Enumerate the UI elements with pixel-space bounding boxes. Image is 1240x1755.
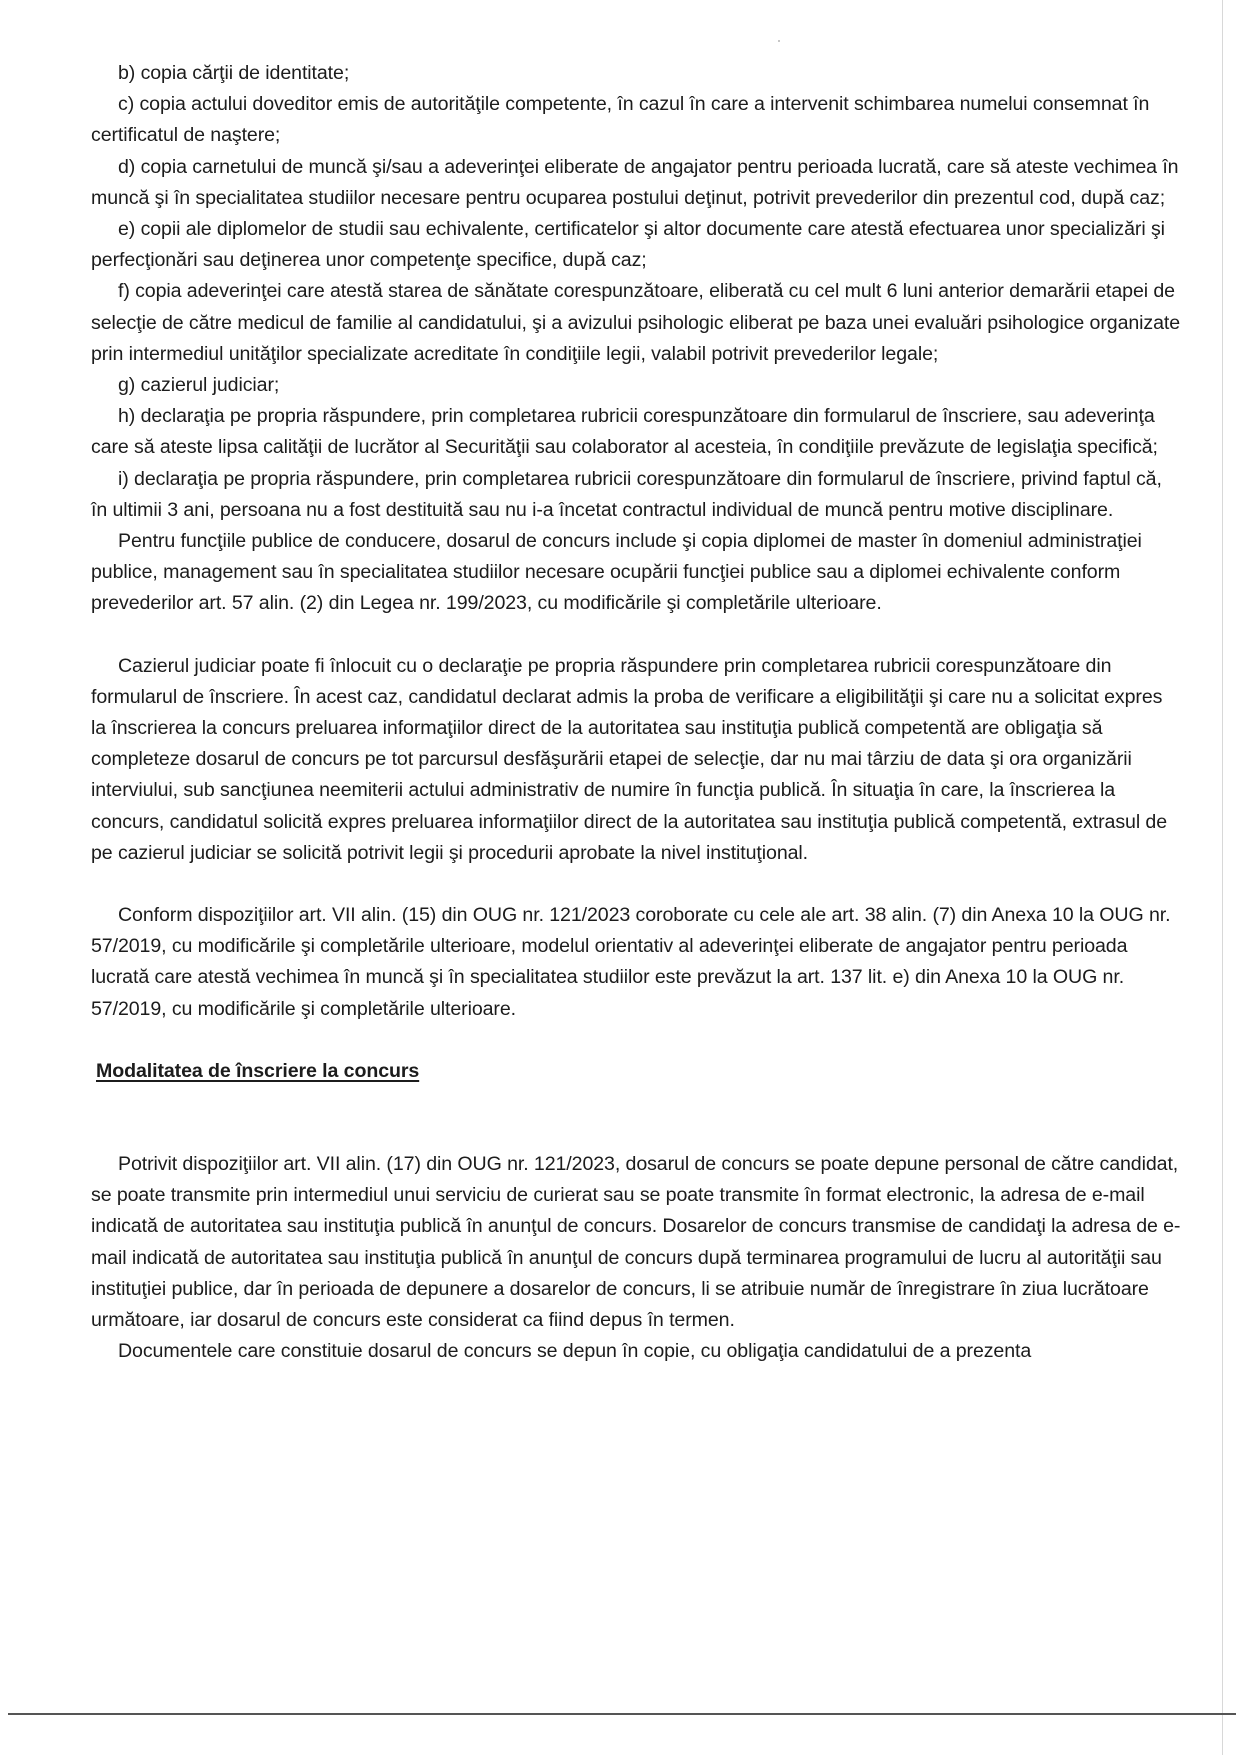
list-item-h: h) declaraţia pe propria răspundere, prin completarea rubricii corespunzătoare din formularul de înscriere, sau adeverinţa care să ateste lipsa calităţii de lucrător al Securităţii sau colaborator al acesteia, în condiţiile prevăzute de legislaţia specifică;	[91, 405, 1158, 459]
document-body	[91, 58, 1181, 1367]
list-item-b: b) copia cărţii de identitate;	[118, 62, 350, 84]
list-item-f: f) copia adeverinţei care atestă starea de sănătate corespunzătoare, eliberată cu cel mult 6 luni anterior demarării etapei de selecţie de către medicul de familie al candidatului, şi a avizului psihologic eliberat pe baza unei evaluări psihologice organizate prin intermediul unităţilor specializate acreditate în condiţiile legii, valabil potrivit prevederilor legale;	[91, 280, 1181, 365]
scan-speck	[778, 40, 780, 42]
list-item-d: d) copia carnetului de muncă şi/sau a adeverinţei eliberate de angajator pentru perioada lucrată, care să ateste vechimea în muncă şi în specialitatea studiilor necesare pentru ocuparea postului deţinut, potrivit prevederilor din prezentul cod, după caz;	[91, 155, 1179, 209]
list-item-i: i) declaraţia pe propria răspundere, prin completarea rubricii corespunzătoare din formularul de înscriere, privind faptul că, în ultimii 3 ani, persoana nu a fost destituită sau nu i-a încetat contractul individual de muncă pentru motive disciplinare.	[91, 467, 1162, 521]
paragraph-certificate-model: Conform dispoziţiilor art. VII alin. (15) din OUG nr. 121/2023 coroborate cu cele ale art. 38 alin. (7) din Anexa 10 la OUG nr. 57/2019, cu modificările şi completările ulterioare, modelul orientativ al adeverinţei eliberate de angajator pentru perioada lucrată care atestă vechimea în muncă şi în specialitatea studiilor este prevăzut la art. 137 lit. e) din Anexa 10 la OUG nr. 57/2019, cu modificările şi completările ulterioare.	[91, 904, 1171, 1020]
page-edge-shadow	[1222, 0, 1223, 1755]
spacer	[91, 869, 1181, 900]
page-bottom-rule	[8, 1713, 1236, 1715]
paragraph-management-diploma: Pentru funcţiile publice de conducere, dosarul de concurs include şi copia diplomei de master în domeniul administraţiei publice, management sau în specialitatea studiilor necesare ocupării funcţiei publice sau a diplomei echivalente conform prevederilor art. 57 alin. (2) din Legea nr. 199/2023, cu modificările şi completările ulterioare.	[91, 530, 1142, 615]
list-item-g: g) cazierul judiciar;	[118, 374, 280, 397]
list-item-c: c) copia actului doveditor emis de autorităţile competente, în cazul în care a intervenit schimbarea numelui consemnat în certificatul de naştere;	[91, 93, 1150, 147]
paragraph-copies: Documentele care constituie dosarul de concurs se depun în copie, cu obligaţia candidatului de a prezenta	[118, 1340, 1032, 1363]
paragraph-criminal-record: Cazierul judiciar poate fi înlocuit cu o declaraţie pe propria răspundere prin completarea rubricii corespunzătoare din formularul de înscriere. În acest caz, candidatul declarat admis la proba de verificare a eligibilităţii şi care nu a solicitat expres la înscrierea la concurs preluarea informaţiilor direct de la autoritatea sau instituţia publică competentă are obligaţia să completeze dosarul de concurs pe tot parcursul desfăşurării etapei de selecţie, dar nu mai târziu de data şi ora organizării interviului, sub sancţiunea neemiterii actului administrativ de numire în funcţia publică. În situaţia în care, la înscrierea la concurs, candidatul solicită expres preluarea informaţiilor direct de la autoritatea sau instituţia publică competentă, extrasul de pe cazierul judiciar se solicită potrivit legii şi procedurii aprobate la nivel instituţional.	[91, 654, 1168, 864]
list-item-e: e) copii ale diplomelor de studii sau echivalente, certificatelor şi altor documente care atestă efectuarea unor specializări şi perfecţionări sau deţinerea unor competenţe specifice, după caz;	[91, 218, 1165, 272]
paragraph-submission: Potrivit dispoziţiilor art. VII alin. (17) din OUG nr. 121/2023, dosarul de concurs se poate depune personal de către candidat, se poate transmite prin intermediul unui serviciu de curierat sau se poate transmite în format electronic, la adresa de e-mail indicată de autoritatea sau instituţia publică în anunţul de concurs. Dosarelor de concurs transmise de candidaţi la adresa de e-mail indicată de autoritatea sau instituţia publică în anunţul de concurs după terminarea programului de lucru al autorităţii sau instituţiei publice, dar în perioada de depunere a dosarelor de concurs, li se atribuie număr de înregistrare în ziua lucrătoare următoare, iar dosarul de concurs este considerat ca fiind depus în termen.	[91, 1152, 1181, 1331]
spacer	[91, 620, 1181, 651]
spacer	[91, 1025, 1181, 1056]
spacer	[91, 1087, 1181, 1149]
section-heading: Modalitatea de înscriere la concurs	[96, 1059, 420, 1082]
